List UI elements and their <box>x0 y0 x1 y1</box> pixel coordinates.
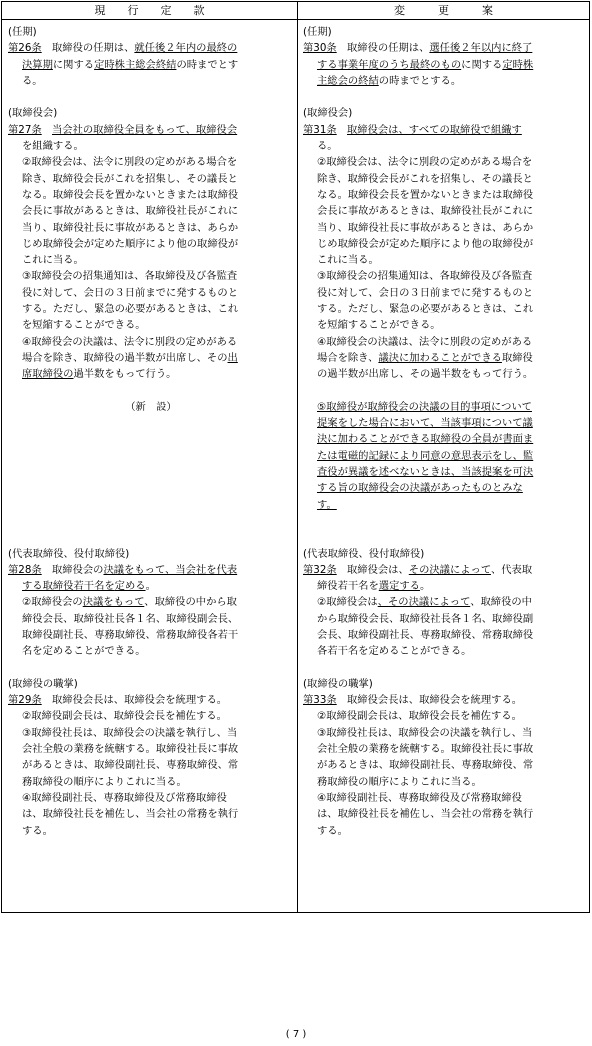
article-line: 会社全般の業務を統轄する。取締役社長に事故 <box>317 743 534 756</box>
article-line: ②取締役副会長は、取締役会長を補佐する。 <box>317 710 522 723</box>
article-line: 除き、取締役会長がこれを招集し、その議長と <box>317 172 533 185</box>
section-title: (任期) <box>8 26 37 38</box>
article-line: する。ただし、緊急の必要があるときは、これ <box>317 303 534 316</box>
article-line: 取締役副社長、専務取締役、常務取締役各若干 <box>22 628 239 641</box>
article-line: 締役会長、取締役社長各１名、取締役副会長、 <box>22 612 239 625</box>
new-article-label: （新 設） <box>125 400 177 413</box>
article-line: ③取締役社長は、取締役会の決議を執行し、当 <box>22 726 238 739</box>
article-line: 場合を除き、議決に加わることができる取締役 <box>317 351 533 364</box>
article-line: 名を定めることができる。 <box>22 645 146 658</box>
header-divider <box>2 19 589 20</box>
section-title: (代表取締役、役付取締役) <box>303 547 425 560</box>
header-proposed: 変 更 案 <box>394 4 493 17</box>
article-line: の過半数が出席し、その過半数をもって行う。 <box>317 368 534 381</box>
article-line: 務取締役の順序によりこれに当る。 <box>22 775 187 788</box>
article-line: する旨の取締役会の決議があったものとみな <box>317 482 523 495</box>
article-line: これに当る。 <box>22 254 84 267</box>
article-line: 第29条 取締役会長は、取締役会を統理する。 <box>8 694 228 707</box>
article-line: ②取締役会は、その決議によって、取締役の中 <box>317 596 532 609</box>
section-title: (取締役会) <box>303 107 353 120</box>
article-line: を組織する。 <box>22 140 84 153</box>
section-title: (任期) <box>303 26 332 38</box>
article-line: 決に加わることができる取締役の全員が書面ま <box>317 433 534 446</box>
article-line: は、取締役社長を補佐し、当会社の常務を執行 <box>22 808 239 821</box>
article-line: なる。取締役会長を置かないときまたは取締役 <box>22 188 239 201</box>
article-line: 場合を除き、取締役の過半数が出席し、その出 <box>22 351 238 364</box>
article-line: ②取締役会は、法令に別段の定めがある場合を <box>317 156 533 169</box>
article-line: 役に対して、会日の３日前までに発するものと <box>22 286 239 299</box>
header-current: 現 行 定 款 <box>94 4 205 17</box>
article-line: ⑤取締役が取締役会の決議の目的事項について <box>317 400 532 413</box>
article-line: 第33条 取締役会長は、取締役会を統理する。 <box>303 694 523 707</box>
article-line: 提案をした場合において、当該事項について議 <box>317 417 533 430</box>
article-line: 第26条 取締役の任期は、就任後２年内の最終の <box>8 42 238 55</box>
proposed-articles-column <box>303 24 589 839</box>
article-line: 役に対して、会日の３日前までに発するものと <box>317 286 534 299</box>
article-line: ③取締役会の招集通知は、各取締役及び各監査 <box>317 270 533 283</box>
article-line: 除き、取締役会長がこれを招集し、その議長と <box>22 172 238 185</box>
section-title: (代表取締役、役付取締役) <box>8 547 130 560</box>
section-title: (取締役の職掌) <box>303 677 373 690</box>
article-line: 第32条 取締役会は、その決議によって、代表取 <box>303 563 533 576</box>
article-line: 当り、取締役社長に事故があるときは、あらか <box>317 221 534 234</box>
current-articles-column <box>8 24 294 839</box>
article-line: があるときは、取締役副社長、専務取締役、常 <box>317 759 534 772</box>
article-line: る。 <box>317 140 338 153</box>
section-title: (取締役の職掌) <box>8 677 78 690</box>
article-line: たは電磁的記録により同意の意思表示をし、監 <box>317 449 534 462</box>
article-line: 締役若干名を選定する。 <box>317 580 431 593</box>
article-line: 各若干名を定めることができる。 <box>317 645 472 658</box>
article-line: じめ取締役会が定めた順序により他の取締役が <box>317 237 534 250</box>
article-line: ②取締役会は、法令に別段の定めがある場合を <box>22 156 238 169</box>
article-line: を短縮することができる。 <box>22 319 146 332</box>
article-line: ④取締役会の決議は、法令に別段の定めがある <box>22 335 238 348</box>
article-line: じめ取締役会が定めた順序により他の取締役が <box>22 237 239 250</box>
column-divider <box>297 2 298 912</box>
article-line: ③取締役会の招集通知は、各取締役及び各監査 <box>22 270 238 283</box>
article-line: 第31条 取締役会は、すべての取締役で組織す <box>303 123 522 136</box>
article-line: 当り、取締役社長に事故があるときは、あらか <box>22 221 239 234</box>
article-line: する。 <box>317 824 348 837</box>
article-line: 第30条 取締役の任期は、選任後２年以内に終了 <box>303 42 533 55</box>
article-line: 決算期に関する定時株主総会終結の時までとす <box>22 58 239 71</box>
section-title: (取締役会) <box>8 107 58 120</box>
article-line: ④取締役会の決議は、法令に別段の定めがある <box>317 335 533 348</box>
article-line: 会長に事故があるときは、取締役社長がこれに <box>22 205 239 218</box>
article-line: ③取締役社長は、取締役会の決議を執行し、当 <box>317 726 533 739</box>
article-line: ②取締役会の決議をもって、取締役の中から取 <box>22 596 237 609</box>
article-line: 査役が異議を述べないときは、当該提案を可決 <box>317 466 534 479</box>
article-line: る。 <box>22 74 43 87</box>
article-line: する。 <box>22 824 53 837</box>
page-number: ( 7 ) <box>285 1029 307 1040</box>
article-line: 席取締役の過半数をもって行う。 <box>22 368 177 381</box>
article-line: は、取締役社長を補佐し、当会社の常務を執行 <box>317 808 534 821</box>
article-line: する。ただし、緊急の必要があるときは、これ <box>22 303 239 316</box>
article-line: を短縮することができる。 <box>317 319 441 332</box>
article-line: ④取締役副社長、専務取締役及び常務取締役 <box>317 791 522 804</box>
article-line: なる。取締役会長を置かないときまたは取締役 <box>317 188 534 201</box>
article-line: これに当る。 <box>317 254 379 267</box>
article-line: 会長に事故があるときは、取締役社長がこれに <box>317 205 534 218</box>
article-line: から取締役会長、取締役社長各１名、取締役副 <box>317 612 534 625</box>
article-line: 会長、取締役副社長、専務取締役、常務取締役 <box>317 628 534 641</box>
article-line: ②取締役副会長は、取締役会長を補佐する。 <box>22 710 227 723</box>
article-line: す。 <box>317 498 337 511</box>
article-line: 第28条 取締役会の決議をもって、当会社を代表 <box>8 563 238 576</box>
article-line: 務取締役の順序によりこれに当る。 <box>317 775 482 788</box>
article-line: 会社全般の業務を統轄する。取締役社長に事故 <box>22 743 239 756</box>
article-line: ④取締役副社長、専務取締役及び常務取締役 <box>22 791 227 804</box>
article-line: する取締役若干名を定める。 <box>22 580 156 593</box>
article-line: があるときは、取締役副社長、専務取締役、常 <box>22 759 239 772</box>
article-line: 主総会の終結の時までとする。 <box>317 74 462 87</box>
article-line: する事業年度のうち最終のものに関する定時株 <box>317 58 534 71</box>
article-line: 第27条 当会社の取締役全員をもって、取締役会 <box>8 123 238 136</box>
